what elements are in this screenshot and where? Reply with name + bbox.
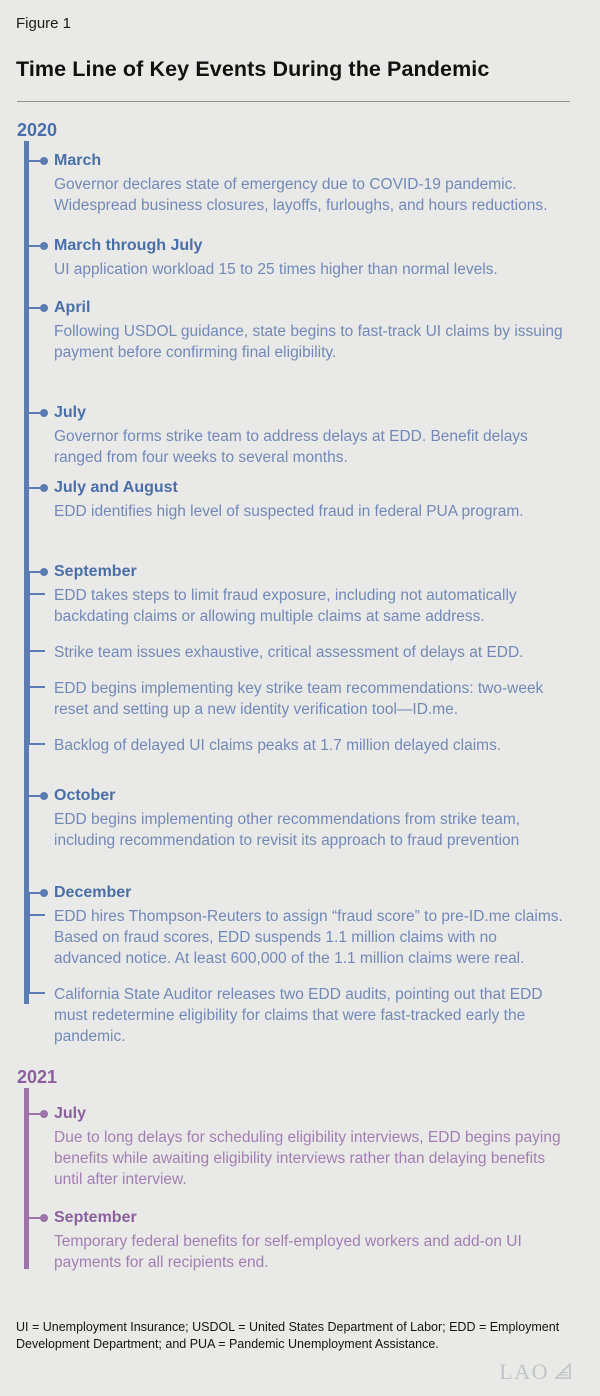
month-label: April — [54, 299, 91, 316]
month-label: December — [54, 884, 132, 901]
event-item: EDD hires Thompson-Reuters to assign “fraud score” to pre-ID.me claims. Based on fraud scores, EDD suspends 1.1 million claims with no advanced notice. At least 600,000 of the 1.1 million claims were real. — [54, 906, 566, 969]
event-item: Governor declares state of emergency due to COVID-19 pandemic. Widespread business closures, layoffs, furloughs, and hours reductions. — [54, 176, 548, 214]
event-2020-october — [24, 786, 584, 851]
event-body — [54, 1231, 566, 1273]
event-body — [54, 426, 566, 468]
timeline-rail-2021 — [24, 1088, 584, 1273]
event-2020-july — [24, 403, 584, 468]
event-item: Backlog of delayed UI claims peaks at 1.7 million delayed claims. — [54, 735, 566, 756]
event-item: Governor forms strike team to address delays at EDD. Benefit delays ranged from four weeks to several months. — [54, 428, 528, 466]
event-2021-september — [24, 1208, 584, 1273]
timeline-rail-2020 — [24, 141, 584, 1047]
event-item: EDD takes steps to limit fraud exposure, including not automatically backdating claims or allowing multiple claims at same address. — [54, 585, 566, 627]
event-marker — [54, 562, 584, 582]
event-marker — [54, 403, 584, 423]
lao-logo-text: LAO — [499, 1359, 549, 1384]
month-label: July — [54, 1105, 87, 1122]
event-2020-july-and-august — [24, 478, 584, 522]
event-2021-july — [24, 1104, 584, 1190]
event-marker — [54, 883, 584, 903]
figure-label: Figure 1 — [16, 15, 72, 32]
event-marker — [54, 298, 584, 318]
month-label: September — [54, 563, 137, 580]
year-label-2020: 2020 — [17, 120, 58, 140]
month-label: July — [54, 404, 87, 421]
event-marker — [54, 151, 584, 171]
event-2020-march — [24, 151, 584, 216]
event-marker — [54, 478, 584, 498]
footnote: UI = Unemployment Insurance; USDOL = United States Department of Labor; EDD = Employment Development Department; and PUA = Pandemic Unemployment Assistance. — [16, 1320, 560, 1351]
event-item: Temporary federal benefits for self-employed workers and add-on UI payments for all recipients end. — [54, 1233, 522, 1271]
lao-quill-icon — [550, 1363, 572, 1381]
year-label-2021: 2021 — [17, 1067, 58, 1087]
event-item: Due to long delays for scheduling eligibility interviews, EDD begins paying benefits while awaiting eligibility interviews rather than delaying benefits until after interview. — [54, 1129, 561, 1188]
section-2021 — [16, 1067, 584, 1273]
logo-row — [16, 1359, 584, 1385]
event-item: Following USDOL guidance, state begins to fast-track UI claims by issuing payment before confirming final eligibility. — [54, 323, 563, 361]
event-body — [54, 585, 566, 756]
event-body — [54, 906, 566, 1047]
lao-logo — [499, 1359, 572, 1385]
month-label: July and August — [54, 479, 178, 496]
event-2020-september — [24, 562, 584, 756]
event-marker — [54, 236, 584, 256]
event-2020-december — [24, 883, 584, 1047]
event-item: EDD begins implementing key strike team recommendations: two-week reset and setting up a new identity verification tool—ID.me. — [54, 678, 566, 720]
event-item: UI application workload 15 to 25 times higher than normal levels. — [54, 261, 498, 278]
section-2020 — [16, 120, 584, 1047]
event-marker — [54, 1208, 584, 1228]
event-body — [54, 259, 566, 280]
month-label: September — [54, 1209, 137, 1226]
page-title: Time Line of Key Events During the Pandemic — [16, 57, 490, 81]
event-body — [54, 501, 566, 522]
event-body — [54, 174, 566, 216]
month-label: October — [54, 787, 116, 804]
event-2020-march-through-july — [24, 236, 584, 280]
event-item: EDD identifies high level of suspected fraud in federal PUA program. — [54, 503, 524, 520]
event-marker — [54, 786, 584, 806]
event-item: California State Auditor releases two EDD audits, pointing out that EDD must redetermine eligibility for claims that were fast-tracked early the pandemic. — [54, 984, 566, 1047]
month-label: March through July — [54, 237, 203, 254]
event-body — [54, 321, 566, 363]
month-label: March — [54, 152, 102, 169]
title-divider — [17, 101, 570, 102]
event-item: Strike team issues exhaustive, critical assessment of delays at EDD. — [54, 642, 566, 663]
event-marker — [54, 1104, 584, 1124]
event-2020-april — [24, 298, 584, 363]
event-item: EDD begins implementing other recommendations from strike team, including recommendation to revisit its approach to fraud prevention — [54, 811, 521, 849]
event-body — [54, 809, 566, 851]
event-body — [54, 1127, 566, 1190]
